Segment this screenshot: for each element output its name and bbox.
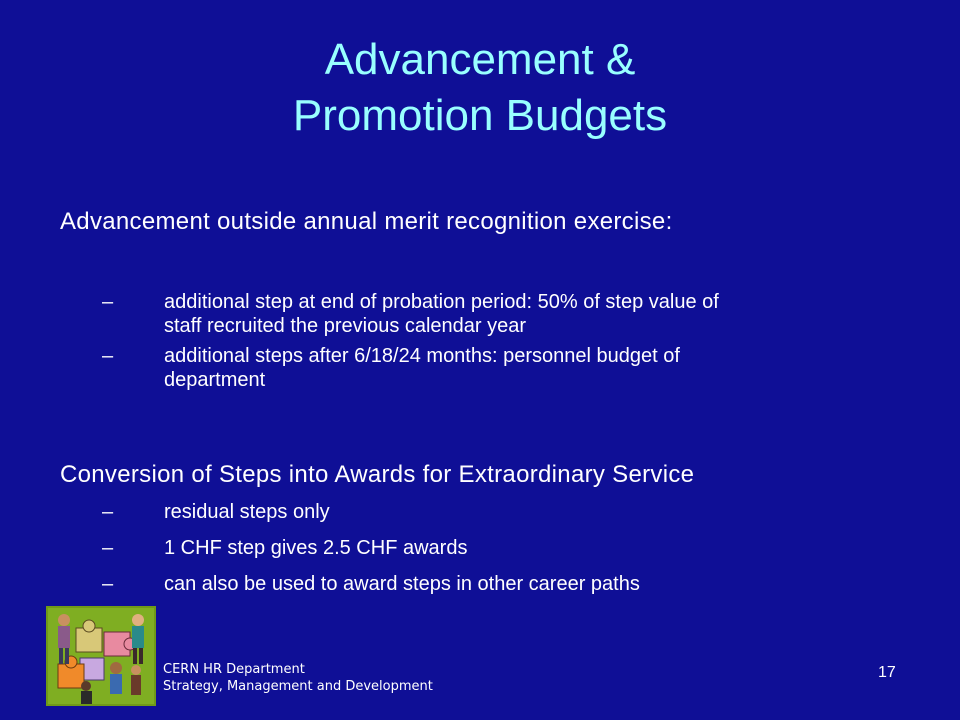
bullet-item (102, 344, 719, 392)
bullet-dash: – (102, 537, 114, 559)
advancement-bullet-list (102, 290, 719, 392)
slide-title-line-1: Advancement & (324, 35, 636, 84)
bullet-text-line: staff recruited the previous calendar year (164, 315, 527, 337)
bullet-text-line: additional steps after 6/18/24 months: personnel budget of (164, 345, 680, 367)
bullet-item (102, 500, 640, 524)
slide-title (0, 32, 960, 144)
bullet-item (102, 572, 640, 596)
footer-department (163, 661, 433, 695)
page-number: 17 (878, 664, 896, 681)
section-heading-conversion: Conversion of Steps into Awards for Extraordinary Service (60, 461, 695, 488)
bullet-item (102, 290, 719, 338)
conversion-bullet-list (102, 500, 640, 596)
bullet-text-line: residual steps only (164, 501, 330, 523)
bullet-dash: – (102, 501, 114, 523)
footer-line-2: Strategy, Management and Development (163, 679, 433, 694)
people-puzzle-clipart-icon (46, 606, 156, 706)
bullet-dash: – (102, 573, 114, 595)
section-heading-advancement: Advancement outside annual merit recognition exercise: (60, 208, 673, 235)
bullet-text-line: can also be used to award steps in other career paths (164, 573, 640, 595)
bullet-dash: – (102, 291, 114, 313)
bullet-text-line: 1 CHF step gives 2.5 CHF awards (164, 537, 468, 559)
slide-title-line-2: Promotion Budgets (292, 91, 668, 140)
bullet-text-line: department (164, 369, 266, 391)
footer-line-1: CERN HR Department (163, 662, 305, 677)
bullet-dash: – (102, 345, 114, 367)
bullet-text-line: additional step at end of probation period: 50% of step value of (164, 291, 719, 313)
bullet-item (102, 536, 640, 560)
